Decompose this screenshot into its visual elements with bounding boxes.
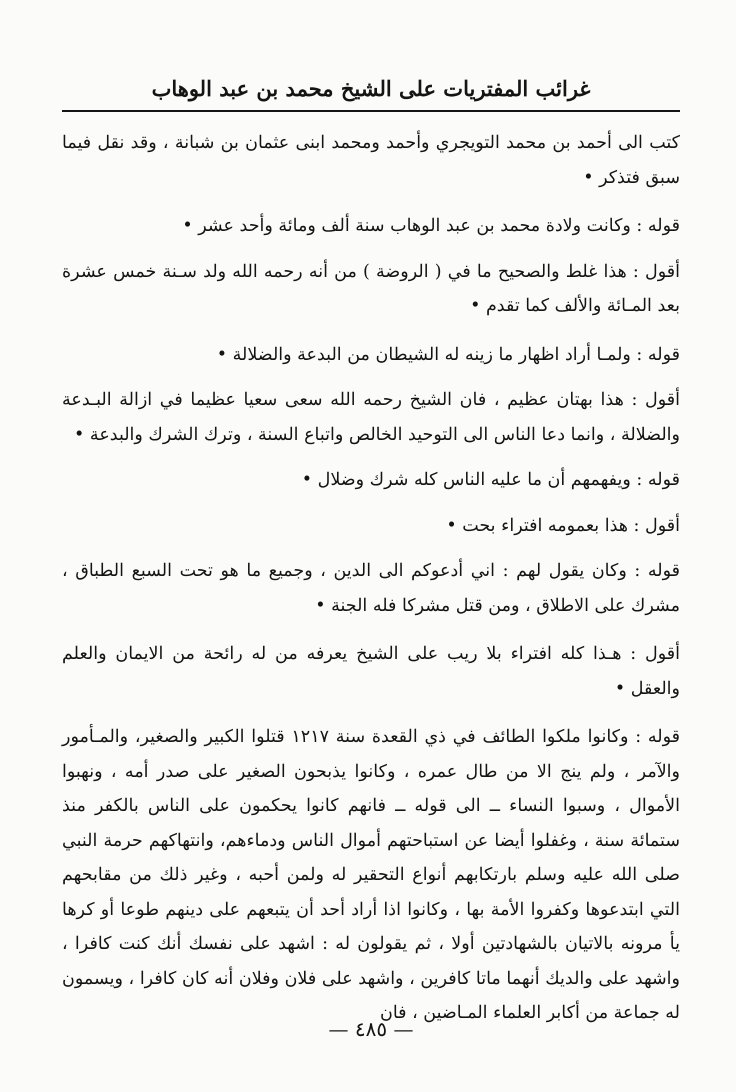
running-header: غرائب المفتريات على الشيخ محمد بن عبد الوهاب <box>151 76 591 101</box>
paragraph-1: كتب الى أحمد بن محمد التويجري وأحمد ومحمد ابنى عثمان بن شبانة ، وقد نقل فيما سبق فتذكر • <box>62 133 680 188</box>
paragraph-9: أقول : هـذا كله افتراء بلا ريب على الشيخ يعرفه من له رائحة من الايمان والعلم والعقل • <box>62 644 680 699</box>
paragraph-7: أقول : هذا بعمومه افتراء بحت • <box>446 515 680 536</box>
paragraph-4: قوله : ولمـا أراد اظهار ما زينه له الشيطان من البدعة والضلالة • <box>216 344 680 365</box>
paragraph-10: قوله : وكانوا ملكوا الطائف في ذي القعدة سنة ١٢١٧ قتلوا الكبير والصغير، والمـأمور والآمر ، ولم ينج الا من طال عمره ، وكانوا يذبحون الصغير على صدر أمه ، ونهبوا الأموال ، وسبوا النساء ــ الى قوله ــ فانهم كانوا يحكمون على الناس بالكفر منذ ستمائة سنة ، وغفلوا أيضا عن استباحتهم أموال الناس ودماءهم، وانتهاكهم حرمة النبي صلى الله عليه وسلم بارتكابهم أنواع التحقير له ولمن أحبه ، وغير ذلك من مقابحهم التي ابتدعوها وكفروا الأمة بها ، وكانوا اذا أراد أحد أن يتبعهم على دينهم طوعا أو كرها يأ مرونه بالاتيان بالشهادتين أولا ، ثم يقولون له : اشهد على نفسك أنك كنت كافرا ، واشهد على والديك أنهما ماتا كافرين ، واشهد على فلان وفلان أنه كان كافرا ، ويسمون له جماعة من أكابر العلماء المـاضين ، فان <box>62 727 680 1023</box>
paragraph-5: أقول : هذا بهتان عظيم ، فان الشيخ رحمه الله سعى سعيا عظيما في ازالة البـدعة والضلالة ، وانما دعا الناس الى التوحيد الخالص واتباع السنة ، وترك الشرك والبدعة • <box>62 390 680 445</box>
header-rule <box>62 110 680 112</box>
paragraph-6: قوله : ويفهمهم أن ما عليه الناس كله شرك وضلال • <box>301 470 680 490</box>
paragraph-8: قوله : وكان يقول لهم : اني أدعوكم الى الدين ، وجميع ما هو تحت السبع الطباق ، مشرك على الاطلاق ، ومن قتل مشركا فله الجنة • <box>62 561 680 616</box>
book-page <box>62 0 680 1092</box>
page-number: — ٤٨٥ — <box>328 1017 414 1041</box>
paragraph-3: أقول : هذا غلط والصحيح ما في ( الروضة ) من أنه رحمه الله ولد سـنة خمس عشرة بعد المـائة والألف كما تقدم • <box>62 261 680 316</box>
page-body <box>62 126 680 1045</box>
paragraph-2: قوله : وكانت ولادة محمد بن عبد الوهاب سنة ألف ومائة وأحد عشر • <box>182 216 680 236</box>
